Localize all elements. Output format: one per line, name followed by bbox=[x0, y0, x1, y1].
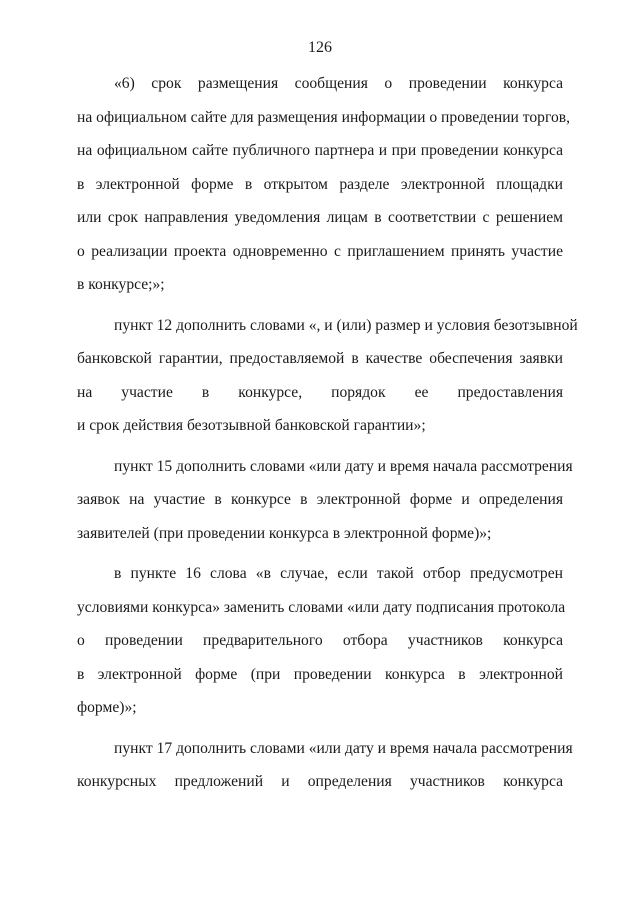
text-line: в пункте 16 слова «в случае, если такой отбор предусмотрен bbox=[114, 565, 563, 582]
text-line: на участие в конкурсе, порядок ее предоставления bbox=[77, 383, 563, 401]
text-line: или срок направления уведомления лицам в соответствии с решением bbox=[77, 209, 563, 226]
page-number: 126 bbox=[308, 39, 332, 56]
text-line: «6) срок размещения сообщения о проведении конкурса bbox=[114, 75, 563, 92]
text-line: в электронной форме (при проведении конкурса в электронной bbox=[77, 665, 563, 683]
text-line: на официальном сайте публичного партнера и при проведении конкурса bbox=[77, 142, 563, 159]
text-line: пункт 15 дополнить словами «или дату и время начала рассмотрения bbox=[114, 457, 573, 475]
text-line: заявителей (при проведении конкурса в электронной форме)»; bbox=[77, 524, 492, 542]
text-line: форме)»; bbox=[77, 699, 137, 716]
text-line: в электронной форме в открытом разделе электронной площадки bbox=[77, 175, 563, 193]
text-line: о реализации проекта одновременно с приглашением принять участие bbox=[77, 242, 563, 260]
text-line: в конкурсе;»; bbox=[77, 276, 165, 293]
text-line: пункт 12 дополнить словами «, и (или) размер и условия безотзывной bbox=[114, 316, 578, 334]
text-line: условиями конкурса» заменить словами «или дату подписания протокола bbox=[77, 598, 566, 616]
text-line: конкурсных предложений и определения участников конкурса bbox=[77, 773, 563, 790]
text-line: заявок на участие в конкурсе в электронной форме и определения bbox=[77, 491, 563, 508]
text-line: и срок действия безотзывной банковской гарантии»; bbox=[77, 417, 426, 434]
document-body bbox=[77, 74, 578, 806]
text-line: пункт 17 дополнить словами «или дату и время начала рассмотрения bbox=[114, 739, 573, 757]
text-line: о проведении предварительного отбора участников конкурса bbox=[77, 632, 563, 649]
text-line: банковской гарантии, предоставляемой в качестве обеспечения заявки bbox=[77, 350, 563, 367]
text-line: на официальном сайте для размещения информации о проведении торгов, bbox=[77, 108, 571, 126]
